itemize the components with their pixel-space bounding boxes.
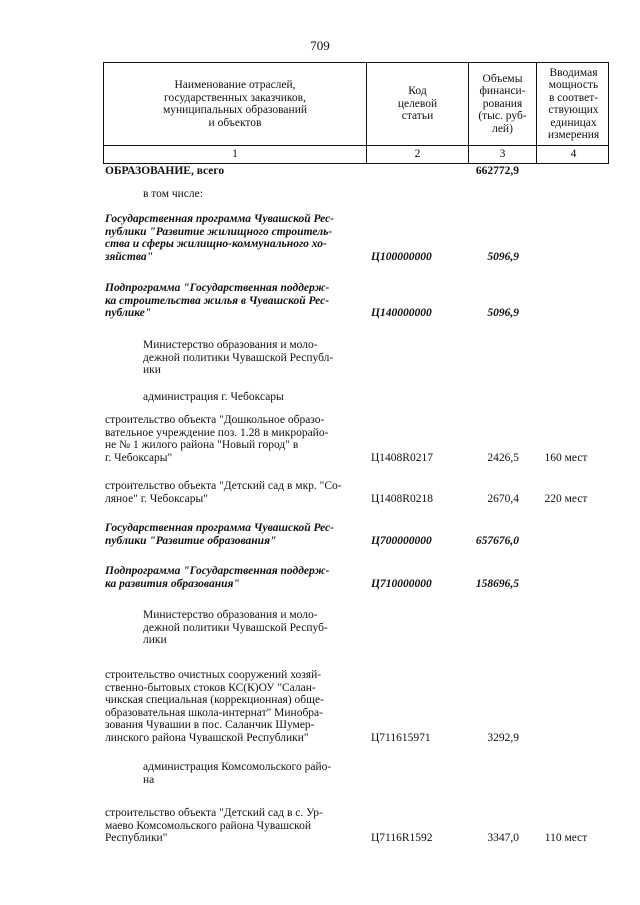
row-capacity: 160 мест	[544, 451, 588, 464]
row-amount: 2670,4	[487, 492, 519, 505]
row-name: Министерство образования и моло- дежной политики Чувашской Респуб- лики	[143, 609, 328, 646]
row-name: администрация г. Чебоксары	[143, 391, 284, 403]
header-capacity: Вводимая мощность в соответ- ствующих единицах измерения	[547, 66, 600, 141]
row-amount: 5096,9	[487, 307, 519, 319]
row-amount: 3347,0	[487, 832, 519, 844]
row-capacity: 110 мест	[544, 832, 588, 844]
header-code: Код целевой статьи	[397, 85, 438, 123]
row-code: Ц711615971	[371, 731, 431, 744]
row-amount: 5096,9	[487, 250, 519, 263]
header-name: Наименование отраслей, государственных заказчиков, муниципальных образований и объектов	[162, 79, 308, 129]
row-name: Государственная программа Чувашской Рес- публики "Развитие образования"	[105, 522, 335, 547]
column-number: 2	[414, 148, 421, 160]
row-name: строительство очистных сооружений хозяй- ственно-бытовых стоков КС(К)ОУ "Салан- чикская специальная (коррекционная) обще- образовательная школа-интернат" Минобра- зования Чувашии в пос. Саланчик Шумер- линского района Чувашской Республики"	[105, 669, 324, 744]
row-code: Ц1408R0217	[371, 451, 433, 464]
row-name: Министерство образования и моло- дежной политики Чувашской Республ- ики	[143, 339, 334, 376]
column-number: 4	[570, 148, 577, 160]
column-number-row	[104, 145, 608, 163]
row-name: строительство объекта "Детский сад в мкр. "Со- ляное" г. Чебоксары"	[105, 480, 342, 505]
row-name: администрация Комсомольского райо- на	[143, 761, 332, 786]
row-amount: 3292,9	[487, 731, 519, 744]
column-number: 3	[499, 148, 506, 160]
row-name: ОБРАЗОВАНИЕ, всего	[105, 165, 225, 177]
header-amount: Объемы финанси- рования (тыс. руб- лей)	[478, 72, 527, 135]
table-header	[103, 62, 609, 164]
row-name: в том числе:	[143, 188, 203, 200]
row-name: строительство объекта "Дошкольное образо- вательное учреждение поз. 1.28 в микрорайо- не № 1 жилого района "Новый город" в г. Чебоксары"	[105, 414, 329, 464]
row-code: Ц7116R1592	[371, 832, 433, 844]
row-amount: 2426,5	[487, 451, 519, 464]
row-name: Подпрограмма "Государственная поддерж- ка развития образования"	[105, 565, 330, 590]
row-code: Ц140000000	[371, 307, 432, 319]
row-code: Ц100000000	[371, 250, 432, 263]
row-amount: 158696,5	[475, 577, 519, 590]
row-name: строительство объекта "Детский сад в с. Ур- маево Комсомольского района Чувашской Республики"	[105, 807, 323, 844]
page-number: 709	[310, 38, 330, 53]
row-amount: 662772,9	[475, 165, 519, 177]
row-capacity: 220 мест	[544, 492, 588, 505]
financing-table	[103, 62, 609, 844]
row-code: Ц710000000	[371, 577, 432, 590]
row-amount: 657676,0	[475, 534, 519, 547]
column-number: 1	[232, 148, 238, 160]
row-code: Ц700000000	[371, 534, 432, 547]
row-name: Государственная программа Чувашской Рес- публики "Развитие жилищного строитель- ства и сферы жилищно-коммунального хо- зяйства"	[105, 213, 335, 263]
row-name: Подпрограмма "Государственная поддерж- ка строительства жилья в Чувашской Рес- публике"	[105, 282, 330, 319]
row-code: Ц1408R0218	[371, 492, 433, 505]
